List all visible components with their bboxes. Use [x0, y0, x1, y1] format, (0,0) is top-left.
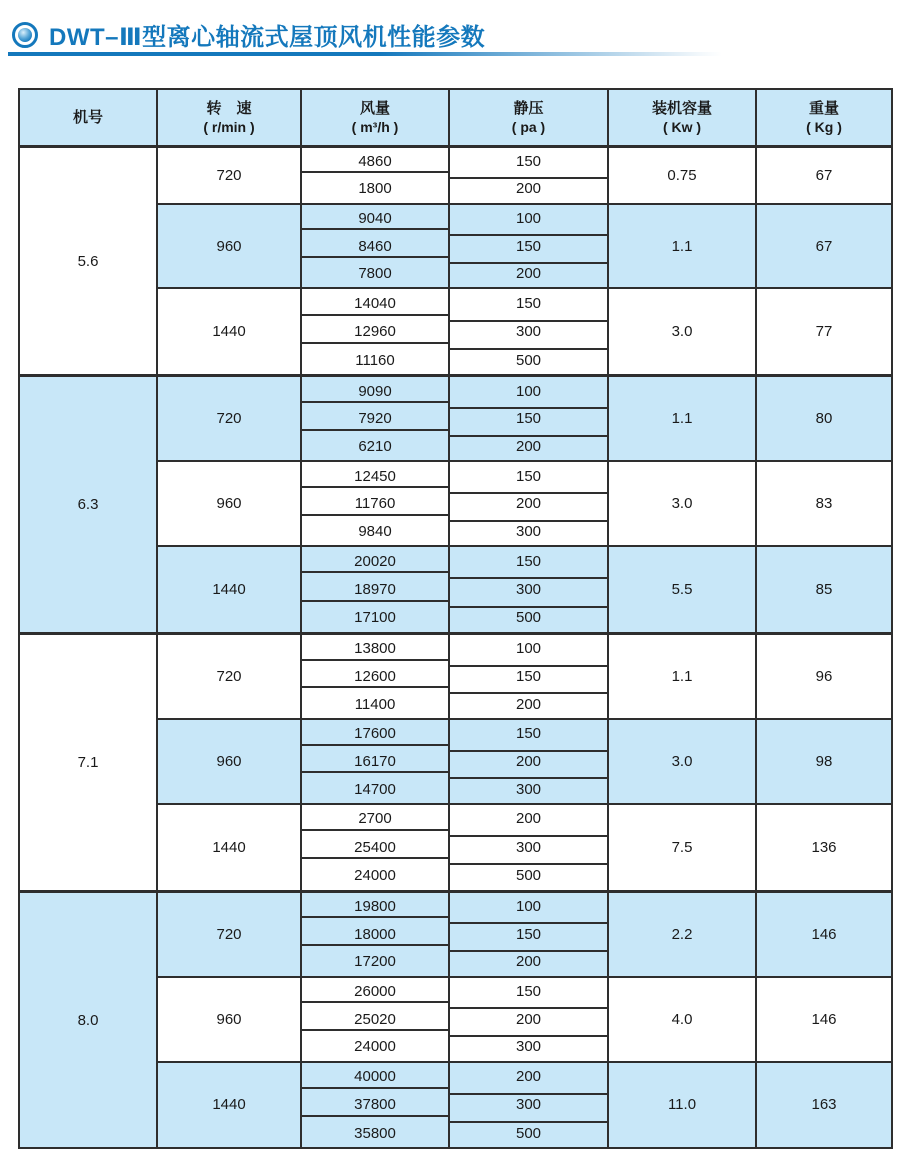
installed-power-cell: 3.0 — [609, 462, 757, 545]
speed-cell: 960 — [158, 462, 302, 545]
weight-value-cell: 96 — [815, 667, 833, 685]
speed-group — [158, 462, 891, 547]
pressure-value-cell: 300 — [515, 1038, 542, 1056]
weight-value-cell: 136 — [811, 838, 837, 856]
weight-value-cell: 80 — [815, 410, 833, 428]
table-body — [20, 148, 891, 1147]
table-header-row — [20, 90, 891, 148]
speed-groups — [158, 377, 891, 632]
pressure-value-cell: 100 — [450, 377, 607, 405]
installed-power-cell: 3.0 — [609, 720, 757, 803]
header-label: 装机容量 — [651, 99, 712, 117]
pressure-value-cell: 150 — [450, 920, 607, 948]
airflow-value-cell: 11760 — [302, 490, 448, 518]
speed-cell: 720 — [158, 148, 302, 203]
pressure-value-cell: 200 — [450, 805, 607, 833]
pressure-value-cell: 300 — [515, 780, 542, 798]
pressure-value-cell: 300 — [450, 575, 607, 603]
speed-group — [158, 289, 891, 374]
airflow-value-cell: 9040 — [302, 205, 448, 233]
pressure-column — [450, 462, 609, 545]
model-section — [20, 377, 891, 635]
header-label: 转 速 — [206, 99, 252, 117]
speed-cell: 1440 — [158, 289, 302, 374]
pressure-value-cell: 150 — [450, 405, 607, 433]
pressure-value-cell: 150 — [450, 289, 607, 317]
airflow-value-cell: 12960 — [302, 318, 448, 346]
airflow-value-cell: 8460 — [302, 232, 448, 260]
installed-power-cell: 11.0 — [609, 1063, 757, 1148]
pressure-column — [450, 148, 609, 203]
installed-power-cell: 1.1 — [609, 205, 757, 288]
model-number-cell: 7.1 — [20, 635, 158, 890]
model-number-cell: 8.0 — [20, 893, 158, 1148]
header-cell-speed — [158, 90, 302, 145]
airflow-value-cell: 7920 — [302, 405, 448, 433]
speed-cell: 720 — [158, 893, 302, 976]
header-unit: ( r/min ) — [203, 119, 255, 136]
concentric-circle-icon-core — [18, 28, 32, 42]
pressure-column — [450, 720, 609, 803]
speed-group — [158, 205, 891, 290]
airflow-value-cell: 17600 — [302, 720, 448, 748]
pressure-column — [450, 1063, 609, 1148]
speed-cell: 1440 — [158, 547, 302, 632]
pressure-value-cell: 150 — [450, 232, 607, 260]
pressure-value-cell: 100 — [450, 893, 607, 921]
header-cell-weight — [757, 90, 891, 145]
airflow-column — [302, 805, 450, 890]
pressure-value-cell: 300 — [450, 1091, 607, 1119]
speed-groups — [158, 148, 891, 374]
airflow-value-cell: 16170 — [302, 748, 448, 776]
airflow-value-cell: 18970 — [302, 575, 448, 603]
installed-power-cell: 2.2 — [609, 893, 757, 976]
header-label: 机号 — [72, 108, 103, 126]
airflow-column — [302, 635, 450, 718]
airflow-column — [302, 978, 450, 1061]
airflow-value-cell: 11400 — [354, 695, 396, 713]
header-cell-model — [20, 90, 158, 145]
airflow-column — [302, 893, 450, 976]
pressure-column — [450, 289, 609, 374]
airflow-column — [302, 377, 450, 460]
airflow-value-cell: 11160 — [355, 351, 395, 369]
airflow-value-cell: 7800 — [358, 265, 392, 283]
airflow-value-cell: 9090 — [302, 377, 448, 405]
pressure-value-cell: 200 — [515, 437, 542, 455]
installed-power-cell: 1.1 — [609, 635, 757, 718]
header-unit: ( Kg ) — [806, 119, 842, 136]
header-label: 静压 — [513, 99, 544, 117]
speed-cell: 720 — [158, 377, 302, 460]
airflow-value-cell: 20020 — [302, 547, 448, 575]
speed-cell: 1440 — [158, 805, 302, 890]
speed-cell: 960 — [158, 978, 302, 1061]
pressure-column — [450, 205, 609, 288]
installed-power-cell: 7.5 — [609, 805, 757, 890]
installed-power-cell: 3.0 — [609, 289, 757, 374]
airflow-column — [302, 289, 450, 374]
speed-group — [158, 893, 891, 978]
pressure-value-cell: 300 — [515, 522, 542, 540]
weight-value-cell: 146 — [811, 925, 837, 943]
speed-cell: 960 — [158, 205, 302, 288]
speed-group — [158, 720, 891, 805]
pressure-value-cell: 200 — [450, 748, 607, 776]
weight-value-cell: 67 — [815, 237, 833, 255]
pressure-value-cell: 150 — [450, 462, 607, 490]
pressure-column — [450, 635, 609, 718]
pressure-column — [450, 978, 609, 1061]
speed-group — [158, 148, 891, 205]
speed-group — [158, 377, 891, 462]
airflow-column — [302, 1063, 450, 1148]
model-section — [20, 148, 891, 377]
header-cell-airflow — [302, 90, 450, 145]
pressure-column — [450, 377, 609, 460]
fan-performance-table — [18, 88, 893, 1149]
installed-power-cell: 0.75 — [609, 148, 757, 203]
model-number-cell: 5.6 — [20, 148, 158, 374]
pressure-value-cell: 150 — [450, 148, 607, 175]
weight-value-cell: 98 — [815, 752, 833, 770]
pressure-value-cell: 100 — [450, 205, 607, 233]
speed-group — [158, 805, 891, 890]
header-cell-static-pressure — [450, 90, 609, 145]
airflow-value-cell: 4860 — [302, 148, 448, 175]
pressure-value-cell: 150 — [450, 978, 607, 1006]
airflow-value-cell: 1800 — [358, 180, 392, 198]
airflow-value-cell: 40000 — [302, 1063, 448, 1091]
pressure-value-cell: 500 — [515, 351, 542, 369]
airflow-column — [302, 148, 450, 203]
installed-power-cell: 5.5 — [609, 547, 757, 632]
weight-value-cell: 85 — [815, 581, 833, 599]
airflow-value-cell: 25400 — [302, 833, 448, 861]
installed-power-cell: 1.1 — [609, 377, 757, 460]
pressure-value-cell: 500 — [515, 609, 542, 627]
airflow-value-cell: 26000 — [302, 978, 448, 1006]
title-underline — [8, 52, 722, 56]
model-number-cell: 6.3 — [20, 377, 158, 632]
airflow-value-cell: 14700 — [354, 780, 396, 798]
concentric-circle-icon — [12, 22, 38, 48]
speed-groups — [158, 635, 891, 890]
airflow-value-cell: 6210 — [358, 437, 392, 455]
pressure-value-cell: 200 — [450, 1005, 607, 1033]
pressure-value-cell: 500 — [515, 867, 542, 885]
airflow-value-cell: 19800 — [302, 893, 448, 921]
header-unit: ( m³/h ) — [351, 119, 399, 136]
weight-value-cell: 77 — [815, 323, 833, 341]
page-header — [12, 17, 485, 52]
airflow-value-cell: 14040 — [302, 289, 448, 317]
airflow-value-cell: 25020 — [302, 1005, 448, 1033]
pressure-value-cell: 200 — [515, 953, 542, 971]
header-label: 重量 — [808, 99, 839, 117]
header-label: 风量 — [359, 99, 390, 117]
speed-group — [158, 547, 891, 632]
pressure-value-cell: 200 — [515, 695, 542, 713]
airflow-value-cell: 24000 — [354, 1038, 396, 1056]
airflow-value-cell: 18000 — [302, 920, 448, 948]
speed-cell: 960 — [158, 720, 302, 803]
speed-group — [158, 635, 891, 720]
pressure-value-cell: 300 — [450, 318, 607, 346]
header-unit: ( Kw ) — [662, 119, 702, 136]
airflow-column — [302, 547, 450, 632]
airflow-column — [302, 720, 450, 803]
pressure-value-cell: 200 — [515, 180, 542, 198]
pressure-value-cell: 200 — [515, 265, 542, 283]
airflow-value-cell: 13800 — [302, 635, 448, 663]
speed-group — [158, 978, 891, 1063]
pressure-value-cell: 200 — [450, 1063, 607, 1091]
header-cell-installed-power — [609, 90, 757, 145]
page-title: DWT–Ⅲ型离心轴流式屋顶风机性能参数 — [49, 24, 486, 51]
weight-value-cell: 83 — [815, 495, 833, 513]
header-unit: ( pa ) — [511, 119, 546, 136]
pressure-value-cell: 150 — [450, 663, 607, 691]
airflow-column — [302, 462, 450, 545]
airflow-value-cell: 9840 — [358, 522, 392, 540]
weight-value-cell: 146 — [811, 1010, 837, 1028]
airflow-value-cell: 35800 — [354, 1124, 396, 1142]
pressure-value-cell: 200 — [450, 490, 607, 518]
speed-groups — [158, 893, 891, 1148]
model-section — [20, 635, 891, 893]
airflow-value-cell: 37800 — [302, 1091, 448, 1119]
speed-cell: 1440 — [158, 1063, 302, 1148]
pressure-column — [450, 893, 609, 976]
installed-power-cell: 4.0 — [609, 978, 757, 1061]
airflow-value-cell: 17100 — [354, 609, 396, 627]
airflow-value-cell: 12450 — [302, 462, 448, 490]
pressure-value-cell: 150 — [450, 547, 607, 575]
pressure-value-cell: 150 — [450, 720, 607, 748]
airflow-column — [302, 205, 450, 288]
airflow-value-cell: 17200 — [354, 953, 396, 971]
speed-cell: 720 — [158, 635, 302, 718]
pressure-value-cell: 500 — [515, 1124, 542, 1142]
speed-group — [158, 1063, 891, 1148]
pressure-column — [450, 547, 609, 632]
airflow-value-cell: 24000 — [354, 867, 396, 885]
pressure-value-cell: 100 — [450, 635, 607, 663]
airflow-value-cell: 2700 — [302, 805, 448, 833]
weight-value-cell: 163 — [811, 1096, 837, 1114]
model-section — [20, 893, 891, 1148]
airflow-value-cell: 12600 — [302, 663, 448, 691]
weight-value-cell: 67 — [815, 166, 833, 184]
pressure-column — [450, 805, 609, 890]
pressure-value-cell: 300 — [450, 833, 607, 861]
